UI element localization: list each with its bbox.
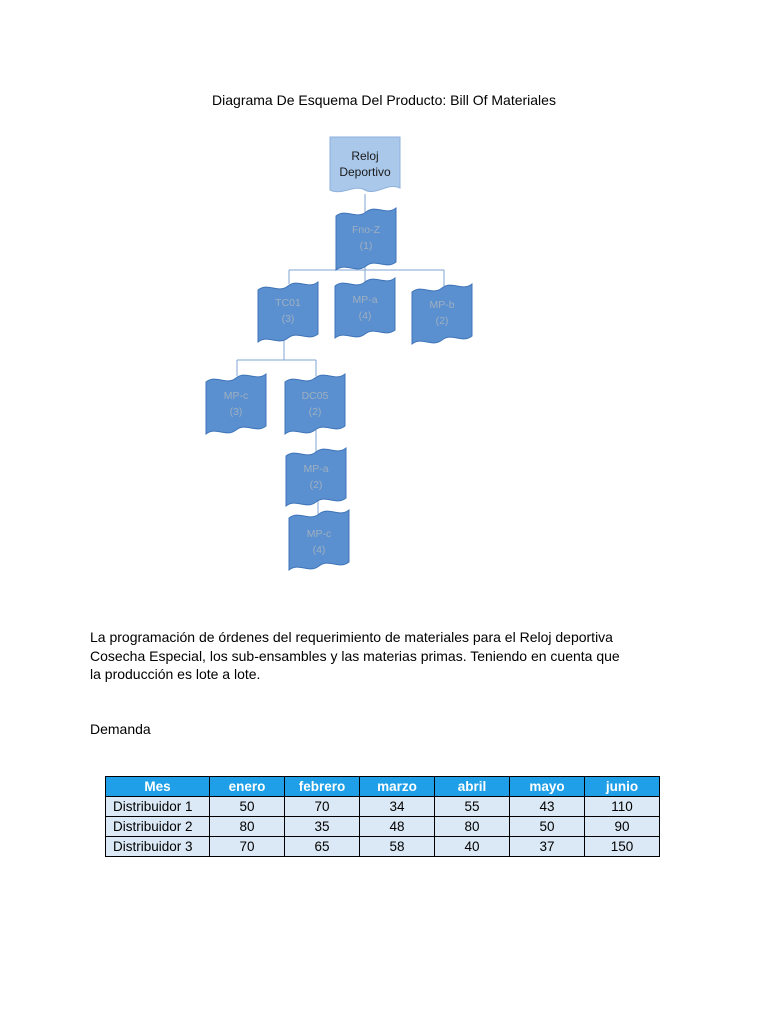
table-cell: 55 — [435, 797, 510, 817]
bom-node-n6 — [285, 374, 345, 434]
header-enero: enero — [210, 777, 285, 797]
bom-node-n3-line2: (4) — [358, 310, 372, 322]
table-cell: 110 — [585, 797, 660, 817]
paragraph-line-3: la producción es lote a lote. — [90, 666, 261, 682]
bom-node-n6-line1: DC05 — [301, 390, 329, 402]
bom-node-n5-line2: (3) — [229, 406, 243, 418]
bom-node-n4-line2: (2) — [435, 315, 449, 327]
bom-node-n2 — [258, 282, 318, 342]
bom-node-n3 — [335, 278, 395, 338]
bom-node-root — [330, 137, 400, 192]
demand-heading: Demanda — [90, 721, 151, 737]
bom-node-n8 — [289, 510, 349, 570]
header-abril: abril — [435, 777, 510, 797]
bom-node-root-line1: Reloj — [351, 149, 379, 163]
bom-node-n4-line1: MP-b — [429, 299, 455, 311]
table-cell: 58 — [360, 837, 435, 857]
bom-node-n8-line1: MP-c — [306, 528, 332, 540]
bom-node-n2-line1: TC01 — [275, 297, 301, 309]
table-row — [106, 797, 660, 817]
header-junio: junio — [585, 777, 660, 797]
paragraph-line-2: Cosecha Especial, los sub-ensambles y las materias primas. Teniendo en cuenta que — [90, 647, 620, 664]
table-cell: 70 — [285, 797, 360, 817]
bom-node-n2-line2: (3) — [281, 313, 295, 325]
table-header-row — [106, 777, 660, 797]
header-mes: Mes — [106, 777, 210, 797]
page-title: Diagrama De Esquema Del Producto: Bill Of Materiales — [212, 92, 556, 108]
bom-node-n7 — [286, 448, 346, 506]
bom-node-n5-line1: MP-c — [223, 390, 249, 402]
bom-node-n5 — [206, 374, 266, 434]
bom-node-n5-shape — [206, 374, 266, 434]
demand-table — [105, 776, 660, 857]
bom-node-n4 — [412, 284, 472, 344]
bom-node-n7-line2: (2) — [309, 479, 323, 491]
bom-node-n1-shape — [336, 208, 396, 270]
table-cell: 40 — [435, 837, 510, 857]
bom-node-n8-line2: (4) — [312, 544, 326, 556]
header-mayo: mayo — [510, 777, 585, 797]
table-cell: 80 — [210, 817, 285, 837]
bom-node-n6-shape — [285, 374, 345, 434]
table-cell: 35 — [285, 817, 360, 837]
row-label: Distribuidor 3 — [106, 837, 210, 857]
table-cell: 150 — [585, 837, 660, 857]
table-cell: 65 — [285, 837, 360, 857]
bom-node-n1-line2: (1) — [359, 240, 373, 252]
table-row — [106, 837, 660, 857]
table-cell: 37 — [510, 837, 585, 857]
bom-node-n1-line1: Fno-Z — [351, 224, 381, 236]
table-cell: 43 — [510, 797, 585, 817]
table-cell: 34 — [360, 797, 435, 817]
bom-node-n3-line1: MP-a — [352, 294, 378, 306]
bom-node-n7-line1: MP-a — [303, 463, 329, 475]
bom-node-n6-line2: (2) — [308, 406, 322, 418]
bom-node-n1 — [336, 208, 396, 270]
table-cell: 50 — [210, 797, 285, 817]
row-label: Distribuidor 2 — [106, 817, 210, 837]
bom-node-n3-shape — [335, 278, 395, 338]
header-febrero: febrero — [285, 777, 360, 797]
header-marzo: marzo — [360, 777, 435, 797]
table-cell: 70 — [210, 837, 285, 857]
table-cell: 50 — [510, 817, 585, 837]
bom-node-n4-shape — [412, 284, 472, 344]
row-label: Distribuidor 1 — [106, 797, 210, 817]
bom-node-root-line2: Deportivo — [339, 165, 391, 179]
paragraph-line-1: La programación de órdenes del requerimiento de materiales para el Reloj deportiva — [90, 629, 613, 645]
bom-node-n2-shape — [258, 282, 318, 342]
bom-node-n7-shape — [286, 448, 346, 506]
table-row — [106, 817, 660, 837]
table-cell: 90 — [585, 817, 660, 837]
description-paragraph — [90, 628, 690, 684]
table-cell: 48 — [360, 817, 435, 837]
table-cell: 80 — [435, 817, 510, 837]
bom-node-n8-shape — [289, 510, 349, 570]
